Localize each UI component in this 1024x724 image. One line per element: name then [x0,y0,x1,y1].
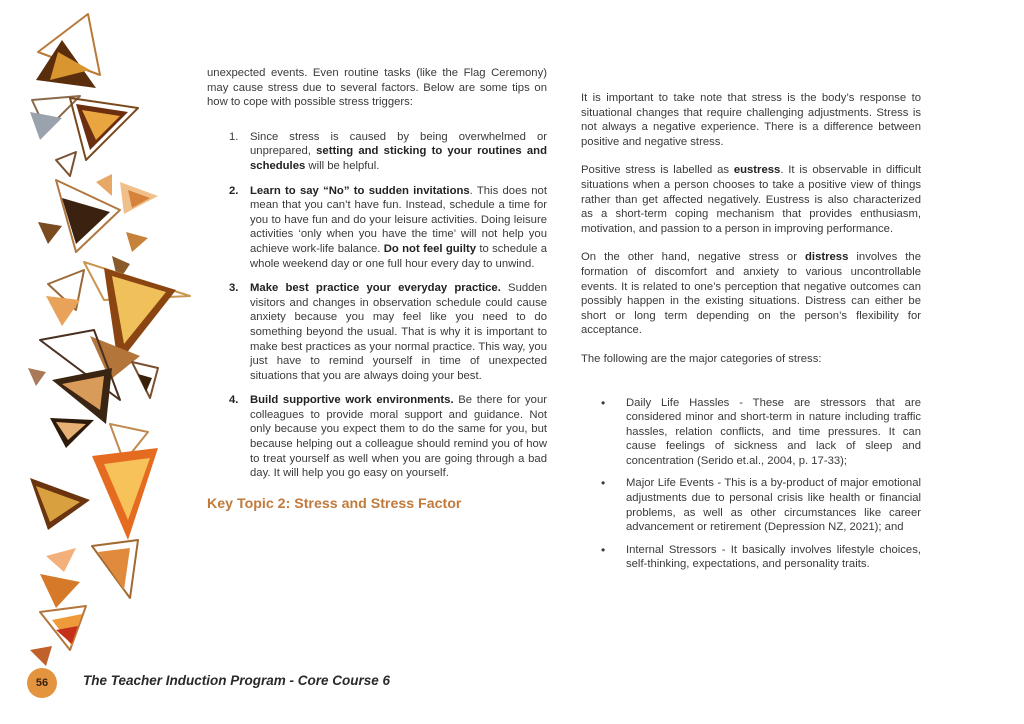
page-number-badge: 56 [27,668,57,698]
body-text: Positive stress is labelled as [581,164,734,177]
definition-paragraph [581,163,921,236]
emphasis-text: Build supportive work environments. [250,394,454,407]
right-column [581,91,921,580]
definition-paragraph [581,250,921,338]
footer-title: The Teacher Induction Program - Core Course 6 [83,673,391,688]
stress-categories-list [581,396,921,573]
body-text: . This does not mean that you can’t have fun. Instead, schedule a time for you to have fun and do your leisure activities. Doing leisure activities ‘only when you have the time’ will not help you achieve work-life balance. [250,184,547,255]
body-text: to schedule a whole weekend day or one full hour every day to unwind. [250,242,547,270]
emphasis-text: Make best practice your everyday practice. [250,282,501,295]
tip-item [207,281,547,383]
tip-number: 2. [229,184,239,197]
category-item [581,396,921,469]
stress-tips-list [207,130,547,481]
body-text: Be there for your colleagues to provide moral support and guidance. Not only because you expect them to do the same for you, but because helping out a colleague should remind you of how to treat yourself as well when you are going through a bad day. It will help you go easy on yourself. [250,394,548,480]
body-text: involves the formation of discomfort and anxiety to various uncontrollable events. It is related to one’s perception that negative outcomes can possibly happen in the existing situations. Distress can either be short or long term depending on the person’s flexibility for acceptance. [581,251,921,337]
emphasis-text: distress [805,251,849,264]
definition-paragraph [581,91,921,149]
body-text: Sudden visitors and changes in observation schedule could cause anxiety because you may feel like you need to do something beyond the usual. That is why it is important to make best practices as your normal practice. This way, you just have to remind yourself in time of unexpected situations that you are always doing your best. [250,282,547,382]
tip-number: 4. [229,394,239,407]
emphasis-text: Do not feel guilty [383,242,477,255]
tip-item [207,393,547,481]
body-text: Since stress is caused by being overwhelmed or unprepared, [250,130,547,158]
body-text: It is important to take note that stress is the body’s response to situational changes that require challenging adjustments. Stress is not always a negative experience. There is a difference between positive and negative stress. [581,92,921,148]
emphasis-text: eustress [733,164,781,177]
left-column [207,66,547,511]
tip-item [207,184,547,272]
body-text: will be helpful. [305,159,380,172]
emphasis-text: Learn to say “No” to sudden invitations [250,184,470,197]
category-item [581,476,921,534]
category-text: Major Life Events - This is a by-product of major emotional adjustments due to personal crisis like health or financial problems, as well as other circumstances like career advancement or retirement (Depression NZ, 2021); and [626,477,921,534]
body-text: . It is observable in difficult situations when a person chooses to take a positive view of things rather than get affected negatively. Eustress is also characterized as a short-term coping mechanism that provides enthusiasm, motivation, and passion to a person in improving performance. [581,164,921,235]
decorative-triangles [0,0,200,690]
tip-number: 1. [229,130,239,143]
key-topic-heading: Key Topic 2: Stress and Stress Factor [207,495,462,512]
intro-paragraph: unexpected events. Even routine tasks (like the Flag Ceremony) may cause stress due to several factors. Below are some tips on how to cope with possible stress triggers: [207,67,547,109]
stress-definition-paragraphs [581,91,921,338]
category-item [581,543,921,572]
tip-number: 3. [229,282,239,295]
category-text: Daily Life Hassles - These are stressors that are considered minor and short-term in nature including traffic hassles, relation conflicts, and time pressures. It can cause feelings of sickness and lack of sleep and concentration (Serido et.al., 2004, p. 17-33); [626,396,921,467]
tip-item [207,130,547,174]
categories-intro: The following are the major categories of stress: [581,352,822,365]
bullet-icon: • [601,542,606,557]
bullet-icon: • [601,476,606,491]
bullet-icon: • [601,395,606,410]
category-text: Internal Stressors - It basically involves lifestyle choices, self-thinking, expectations, and personality traits. [626,543,921,571]
body-text: On the other hand, negative stress or [581,251,806,264]
emphasis-text: setting and sticking to your routines and schedules [250,145,547,172]
